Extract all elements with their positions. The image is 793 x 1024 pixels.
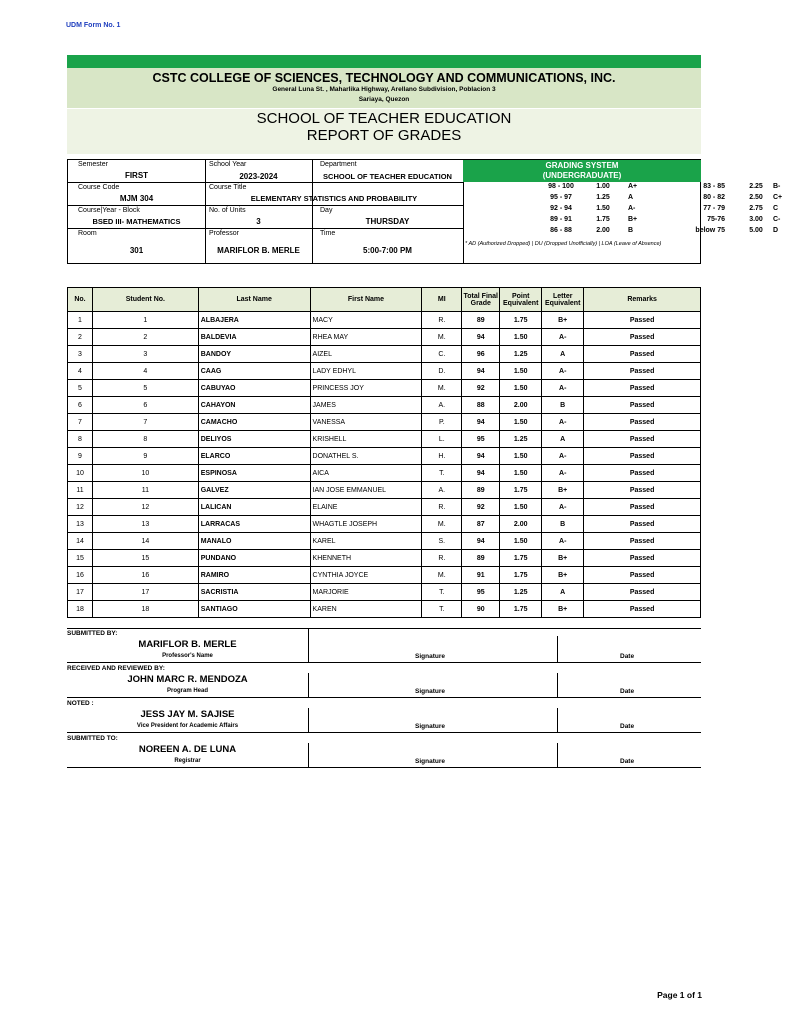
cell-last: CAAG [198,363,310,380]
cell-mi: T. [422,584,462,601]
signatory-role: Vice President for Academic Affairs [136,723,239,729]
cell-letter: B+ [542,312,584,329]
cell-first: KAREL [310,533,422,550]
table-row [68,567,701,584]
signatory-role: Registrar [174,758,201,764]
cell-mi: M. [422,329,462,346]
cell-point: 2.00 [500,397,542,414]
column-header: Point Equivalent [500,288,542,312]
cell-grade: 94 [462,414,500,431]
cell-mi: L. [422,431,462,448]
grading-p2: 3.00 [749,216,763,223]
professor-value: MARIFLOR B. MERLE [217,246,300,255]
grading-r1: 95 - 97 [550,194,572,201]
cell-letter: B [542,516,584,533]
cell-first: RHEA MAY [310,329,422,346]
cell-point: 1.75 [500,482,542,499]
cell-first: ELAINE [310,499,422,516]
cell-point: 1.25 [500,346,542,363]
cell-sn: 11 [92,482,198,499]
cell-letter: A [542,584,584,601]
cell-letter: A- [542,448,584,465]
cell-last: ESPINOSA [198,465,310,482]
page-number: Page 1 of 1 [657,990,702,1000]
grading-l2: D [773,227,779,234]
cell-mi: M. [422,516,462,533]
cell-last: ELARCO [198,448,310,465]
column-header: Total Final Grade [462,288,500,312]
cell-first: KAREN [310,601,422,618]
column-header: MI [422,288,462,312]
cell-remarks: Passed [584,448,701,465]
cell-sn: 1 [92,312,198,329]
cell-remarks: Passed [584,363,701,380]
grading-p1: 1.25 [596,194,610,201]
course-title-value: ELEMENTARY STATISTICS AND PROBABILITY [250,194,418,203]
cell-sn: 15 [92,550,198,567]
grading-p2: 2.50 [749,194,763,201]
cell-no: 6 [68,397,93,414]
semester-label: Semester [78,161,108,168]
column-header: First Name [310,288,422,312]
cell-grade: 87 [462,516,500,533]
cell-mi: A. [422,397,462,414]
cell-sn: 14 [92,533,198,550]
grading-p1: 1.50 [596,205,610,212]
grading-l2: B- [773,183,781,190]
cell-no: 18 [68,601,93,618]
grading-p2: 2.25 [749,183,763,190]
signature-title: RECEIVED AND REVIEWED BY: [67,665,165,672]
cell-sn: 4 [92,363,198,380]
time-value: 5:00-7:00 PM [363,246,412,255]
cell-last: SANTIAGO [198,601,310,618]
grading-system-title: GRADING SYSTEM [545,161,619,170]
cell-last: SACRISTIA [198,584,310,601]
cell-first: AICA [310,465,422,482]
cell-mi: R. [422,499,462,516]
cell-point: 1.75 [500,601,542,618]
cell-point: 1.50 [500,329,542,346]
cell-no: 2 [68,329,93,346]
signatory-name: JESS JAY M. SAJISE [140,709,235,720]
cell-point: 1.75 [500,312,542,329]
cell-first: PRINCESS JOY [310,380,422,397]
cell-last: LARRACAS [198,516,310,533]
day-value: THURSDAY [365,217,410,226]
cell-first: MARJORIE [310,584,422,601]
header-green-strip [67,55,701,68]
cell-first: KRISHELL [310,431,422,448]
signature-label: Signature [415,688,445,695]
time-label: Time [320,230,336,237]
cell-remarks: Passed [584,431,701,448]
grading-l2: C [773,205,779,212]
grading-l1: A+ [628,183,638,190]
cell-no: 16 [68,567,93,584]
cell-mi: T. [422,601,462,618]
signature-title: SUBMITTED TO: [67,735,118,742]
table-row [68,397,701,414]
cell-remarks: Passed [584,550,701,567]
cell-last: DELIYOS [198,431,310,448]
address-line-2: Sariaya, Quezon [358,96,410,103]
cell-sn: 7 [92,414,198,431]
cell-letter: B+ [542,567,584,584]
column-header: No. [68,288,93,312]
cell-no: 1 [68,312,93,329]
cell-grade: 94 [462,448,500,465]
college-header [67,68,701,108]
course-code-label: Course Code [78,184,120,191]
cell-mi: P. [422,414,462,431]
cell-last: GALVEZ [198,482,310,499]
cell-first: LADY EDHYL [310,363,422,380]
cell-grade: 95 [462,584,500,601]
cell-letter: A- [542,380,584,397]
cell-remarks: Passed [584,533,701,550]
table-row [68,584,701,601]
cell-first: JAMES [310,397,422,414]
cell-grade: 94 [462,363,500,380]
cell-no: 17 [68,584,93,601]
cell-letter: B+ [542,601,584,618]
cell-remarks: Passed [584,380,701,397]
cell-mi: S. [422,533,462,550]
signatory-name: NOREEN A. DE LUNA [138,744,237,755]
cell-letter: A- [542,414,584,431]
cell-first: KHENNETH [310,550,422,567]
course-block-value: BSED III- MATHEMATICS [92,217,181,226]
cell-sn: 13 [92,516,198,533]
grading-row [463,205,779,216]
table-row [68,346,701,363]
cell-point: 1.50 [500,533,542,550]
cell-last: BALDEVIA [198,329,310,346]
day-label: Day [320,207,333,214]
table-row [68,516,701,533]
cell-last: RAMIRO [198,567,310,584]
cell-point: 1.50 [500,363,542,380]
grading-l1: B [628,227,634,234]
cell-sn: 10 [92,465,198,482]
cell-sn: 5 [92,380,198,397]
cell-grade: 89 [462,482,500,499]
cell-grade: 89 [462,550,500,567]
cell-last: PUNDANO [198,550,310,567]
signature-title: SUBMITTED BY: [67,630,118,637]
grading-row [463,194,783,205]
grading-p2: 5.00 [749,227,763,234]
cell-point: 1.25 [500,431,542,448]
cell-last: BANDOY [198,346,310,363]
school-year-label: School Year [209,161,247,168]
units-value: 3 [256,217,261,226]
table-row [68,601,701,618]
cell-no: 8 [68,431,93,448]
cell-last: CAHAYON [198,397,310,414]
cell-first: WHAGTLE JOSEPH [310,516,422,533]
table-header-row [68,288,701,312]
table-row [68,550,701,567]
cell-remarks: Passed [584,329,701,346]
cell-first: IAN JOSE EMMANUEL [310,482,422,499]
cell-letter: B+ [542,550,584,567]
cell-mi: T. [422,465,462,482]
signature-title: NOTED : [67,700,94,707]
course-title-label: Course Title [209,184,247,191]
signature-label: Signature [415,653,445,660]
cell-no: 10 [68,465,93,482]
cell-point: 1.50 [500,448,542,465]
date-label: Date [620,653,635,660]
table-row [68,363,701,380]
cell-no: 9 [68,448,93,465]
table-row [68,431,701,448]
grades-table [67,287,701,618]
cell-mi: M. [422,380,462,397]
cell-sn: 8 [92,431,198,448]
cell-sn: 3 [92,346,198,363]
table-body [68,312,701,618]
signature-label: Signature [415,758,445,765]
cell-remarks: Passed [584,312,701,329]
cell-letter: A- [542,465,584,482]
cell-letter: A [542,431,584,448]
cell-grade: 95 [462,431,500,448]
grading-r2: 80 - 82 [703,194,725,201]
grading-r1: 92 - 94 [550,205,572,212]
grading-note: * AD (Authorized Dropped) | DU (Dropped Unofficially) | LOA (Leave of Absence) [465,241,662,247]
course-info-box [67,159,783,264]
professor-label: Professor [209,230,239,237]
cell-remarks: Passed [584,499,701,516]
grading-l2: C- [773,216,781,223]
column-header: Student No. [92,288,198,312]
grading-r1: 86 - 88 [550,227,572,234]
table-row [68,380,701,397]
grading-r2: 83 - 85 [703,183,725,190]
cell-remarks: Passed [584,465,701,482]
grading-system-subtitle: (UNDERGRADUATE) [542,171,622,180]
cell-remarks: Passed [584,601,701,618]
cell-remarks: Passed [584,482,701,499]
cell-point: 1.50 [500,380,542,397]
cell-no: 12 [68,499,93,516]
cell-no: 7 [68,414,93,431]
cell-letter: A- [542,363,584,380]
cell-first: AIZEL [310,346,422,363]
cell-sn: 6 [92,397,198,414]
table-row [68,465,701,482]
cell-grade: 88 [462,397,500,414]
date-label: Date [620,688,635,695]
cell-sn: 9 [92,448,198,465]
cell-first: DONATHEL S. [310,448,422,465]
school-name: SCHOOL OF TEACHER EDUCATION [256,110,512,127]
cell-remarks: Passed [584,584,701,601]
cell-grade: 92 [462,380,500,397]
signatory-name: JOHN MARC R. MENDOZA [127,674,248,685]
table-row [68,482,701,499]
cell-grade: 90 [462,601,500,618]
cell-mi: R. [422,312,462,329]
cell-grade: 94 [462,533,500,550]
cell-letter: A- [542,499,584,516]
grading-row [463,183,781,194]
form-number: UDM Form No. 1 [66,22,121,29]
address-line-1: General Luna St. , Maharlika Highway, Arellano Subdivision, Poblacion 3 [272,86,496,93]
grading-r2: 77 - 79 [703,205,725,212]
cell-sn: 2 [92,329,198,346]
school-header [67,109,701,154]
column-header: Letter Equivalent [542,288,584,312]
cell-first: MACY [310,312,422,329]
cell-letter: B+ [542,482,584,499]
column-header: Remarks [584,288,701,312]
cell-point: 1.50 [500,499,542,516]
cell-grade: 91 [462,567,500,584]
grading-p2: 2.75 [749,205,763,212]
table-row [68,533,701,550]
cell-point: 2.00 [500,516,542,533]
cell-sn: 12 [92,499,198,516]
grading-l1: A [628,194,634,201]
cell-mi: C. [422,346,462,363]
cell-mi: M. [422,567,462,584]
table-row [68,312,701,329]
cell-sn: 17 [92,584,198,601]
signatory-role: Professor's Name [162,653,213,659]
cell-first: CYNTHIA JOYCE [310,567,422,584]
cell-point: 1.50 [500,414,542,431]
cell-letter: B [542,397,584,414]
cell-letter: A- [542,533,584,550]
signatory-name: MARIFLOR B. MERLE [138,639,237,650]
department-value: SCHOOL OF TEACHER EDUCATION [323,172,452,181]
table-row [68,329,701,346]
cell-grade: 92 [462,499,500,516]
cell-mi: H. [422,448,462,465]
cell-remarks: Passed [584,567,701,584]
cell-remarks: Passed [584,516,701,533]
cell-point: 1.50 [500,465,542,482]
grading-r2: 75-76 [707,216,725,223]
cell-no: 5 [68,380,93,397]
units-label: No. of Units [209,207,246,214]
cell-grade: 89 [462,312,500,329]
cell-grade: 94 [462,329,500,346]
cell-no: 13 [68,516,93,533]
room-label: Room [78,230,97,237]
cell-mi: R. [422,550,462,567]
cell-last: LALICAN [198,499,310,516]
table-row [68,414,701,431]
grading-p1: 1.00 [596,183,610,190]
course-block-label: Course|Year - Block [78,207,140,214]
grading-l1: B+ [628,216,638,223]
cell-sn: 16 [92,567,198,584]
cell-no: 14 [68,533,93,550]
signature-section [67,628,701,770]
cell-no: 4 [68,363,93,380]
cell-point: 1.75 [500,550,542,567]
semester-value: FIRST [124,171,149,180]
signature-label: Signature [415,723,445,730]
cell-first: VANESSA [310,414,422,431]
cell-sn: 18 [92,601,198,618]
room-value: 301 [129,246,144,255]
cell-grade: 96 [462,346,500,363]
signatory-role: Program Head [166,688,208,694]
grading-r1: 89 - 91 [550,216,572,223]
cell-remarks: Passed [584,346,701,363]
cell-no: 11 [68,482,93,499]
table-row [68,448,701,465]
grading-system-header [463,160,701,182]
cell-last: CABUYAO [198,380,310,397]
grading-p1: 2.00 [596,227,610,234]
grading-r1: 98 - 100 [548,183,574,190]
cell-last: ALBAJERA [198,312,310,329]
school-year-value: 2023-2024 [239,172,278,181]
cell-remarks: Passed [584,414,701,431]
cell-mi: D. [422,363,462,380]
cell-letter: A [542,346,584,363]
cell-last: CAMACHO [198,414,310,431]
cell-letter: A- [542,329,584,346]
cell-no: 15 [68,550,93,567]
cell-remarks: Passed [584,397,701,414]
date-label: Date [620,758,635,765]
cell-mi: A. [422,482,462,499]
cell-point: 1.25 [500,584,542,601]
grading-l2: C+ [773,194,783,201]
course-code-value: MJM 304 [119,194,154,203]
grading-r2: below 75 [695,227,725,234]
cell-last: MANALO [198,533,310,550]
department-label: Department [320,161,357,168]
grading-p1: 1.75 [596,216,610,223]
grading-row [463,216,781,227]
cell-no: 3 [68,346,93,363]
column-header: Last Name [198,288,310,312]
grading-row [463,227,779,238]
cell-point: 1.75 [500,567,542,584]
cell-grade: 94 [462,465,500,482]
table-row [68,499,701,516]
grading-l1: A- [628,205,636,212]
college-name: CSTC COLLEGE OF SCIENCES, TECHNOLOGY AND COMMUNICATIONS, INC. [152,71,616,85]
report-title: REPORT OF GRADES [306,127,462,144]
date-label: Date [620,723,635,730]
